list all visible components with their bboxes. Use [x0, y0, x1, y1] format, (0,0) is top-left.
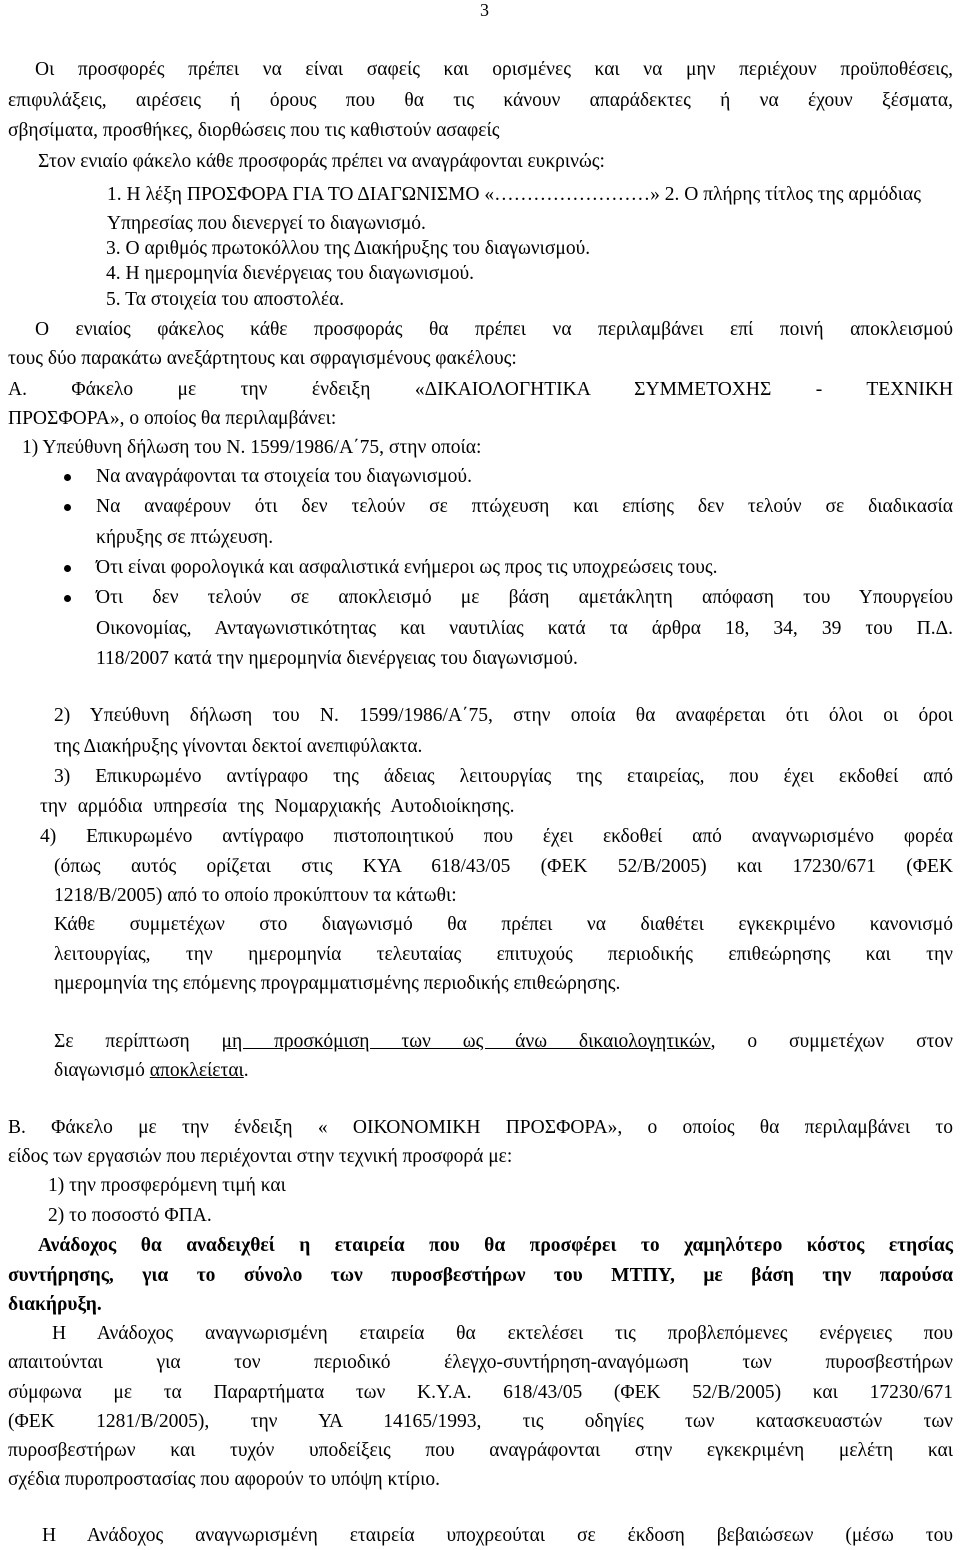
award-line [8, 1264, 953, 1288]
intro-line: 4. Η ημερομηνία διενέργειας του διαγωνισμού. [106, 263, 475, 284]
envelope-a-item-2: της Διακήρυξης γίνονται δεκτοί ανεπιφύλακτα. [54, 736, 423, 757]
bullet-icon [64, 595, 71, 602]
contractor-line: σύμφωνα με τα Παραρτήματα των Κ.Υ.Α. 618/43/05 (ΦΕΚ 52/Β/2005) και 17230/671 [8, 1382, 953, 1403]
envelope-a-item-4: Κάθε συμμετέχων στο διαγωνισμό θα πρέπει να διαθέτει εγκεκριμένο κανονισμό [54, 914, 953, 935]
award-text: Ανάδοχος θα αναδειχθεί η εταιρεία που θα προσφέρει το χαμηλότερο κόστος ετησίας [38, 1235, 953, 1256]
bullet-icon [64, 504, 71, 511]
bullet-text: Ότι δεν τελούν σε αποκλεισμό με βάση αμετάκλητη απόφαση του Υπουργείου [96, 587, 953, 608]
exclusion-text: . [243, 1060, 249, 1081]
intro-line: 5. Τα στοιχεία του αποστολέα. [106, 289, 345, 310]
bullet-icon [64, 474, 71, 481]
exclusion-line [54, 1030, 953, 1054]
envelope-a-item-4: λειτουργίας, την ημερομηνία τελευταίας επιτυχούς περιοδικής επιθεώρησης και την [54, 944, 953, 965]
bullet-text: Οικονομίας, Ανταγωνιστικότητας και ναυτιλίας κατά τα άρθρα 18, 34, 39 του Π.Δ. [96, 618, 953, 639]
envelope-b-heading: Β. Φάκελο με την ένδειξη « ΟΙΚΟΝΟΜΙΚΗ ΠΡΟΣΦΟΡΑ», ο οποίος θα περιλαμβάνει το [8, 1117, 953, 1138]
exclusion-text: , ο συμμετέχων στον [710, 1031, 953, 1052]
award-text: συντήρησης, για το σύνολο των πυροσβεστήρων του ΜΤΠΥ, με βάση την παρούσα [8, 1265, 953, 1286]
intro-line: 1. Η λέξη ΠΡΟΣΦΟΡΑ ΓΙΑ ΤΟ ΔΙΑΓΩΝΙΣΜΟ «……………………» 2. Ο πλήρης τίτλος της αρμόδιας Υπηρεσίας που διενεργεί το διαγωνισμό. [107, 184, 921, 234]
exclusion-underlined: αποκλείεται [149, 1060, 244, 1081]
exclusion-line [54, 1059, 249, 1083]
exclusion-text: διαγωνισμό [54, 1060, 150, 1081]
intro-line: τους δύο παρακάτω ανεξάρτητους και σφραγισμένους φακέλους: [8, 348, 517, 369]
contractor-line: απαιτούνται για τον περιοδικό έλεγχο-συντήρηση-αναγόμωση των πυροσβεστήρων [8, 1352, 953, 1373]
bullet-text: Να αναφέρουν ότι δεν τελούν σε πτώχευση και επίσης δεν τελούν σε διαδικασία [96, 496, 953, 517]
envelope-a-item-4: (όπως αυτός ορίζεται στις ΚΥΑ 618/43/05 (ΦΕΚ 52/Β/2005) και 17230/671 (ΦΕΚ [54, 856, 953, 877]
exclusion-underlined: μη προσκόμιση των ως άνω δικαιολογητικών [221, 1031, 711, 1052]
intro-line: 3. Ο αριθμός πρωτοκόλλου της Διακήρυξης του διαγωνισμού. [106, 238, 591, 259]
award-line [38, 1234, 953, 1258]
intro-line: σβησίματα, προσθήκες, διορθώσεις που τις καθιστούν ασαφείς [8, 120, 500, 141]
envelope-a-item-4: ημερομηνία της επόμενης προγραμματισμένης περιοδικής επιθεώρησης. [54, 973, 621, 994]
envelope-a-heading: ΠΡΟΣΦΟΡΑ», ο οποίος θα περιλαμβάνει: [8, 408, 337, 429]
intro-line: Ο ενιαίος φάκελος κάθε προσφοράς θα πρέπει να περιλαμβάνει επί ποινή αποκλεισμού [35, 319, 953, 340]
envelope-a-heading: Α. Φάκελο με την ένδειξη «ΔΙΚΑΙΟΛΟΓΗΤΙΚΑ ΣΥΜΜΕΤΟΧΗΣ - ΤΕΧΝΙΚΗ [8, 379, 953, 400]
envelope-a-item-1: 1) Υπεύθυνη δήλωση του Ν. 1599/1986/Α΄75, στην οποία: [22, 437, 482, 458]
bullet-text: Να αναγράφονται τα στοιχεία του διαγωνισμού. [96, 466, 472, 487]
intro-line: Στον ενιαίο φάκελο κάθε προσφοράς πρέπει να αναγράφονται ευκρινώς: [38, 151, 605, 172]
exclusion-text: Σε περίπτωση [54, 1031, 222, 1052]
intro-line: Οι προσφορές πρέπει να είναι σαφείς και ορισμένες και να μην περιέχουν προϋποθέσεις, [35, 59, 953, 80]
envelope-a-item-3: την αρμόδια υπηρεσία της Νομαρχιακής Αυτοδιοίκησης. [40, 796, 515, 817]
envelope-a-item-4: 4) Επικυρωμένο αντίγραφο πιστοποιητικού που έχει εκδοθεί από αναγνωρισμένο φορέα [40, 826, 953, 847]
bullet-text: Ότι είναι φορολογικά και ασφαλιστικά ενήμεροι ως προς τις υποχρεώσεις τους. [96, 557, 718, 578]
envelope-a-item-4: 1218/Β/2005) από το οποίο προκύπτουν τα κάτωθι: [54, 885, 457, 906]
envelope-a-item-2: 2) Υπεύθυνη δήλωση του Ν. 1599/1986/Α΄75, στην οποία θα αναφέρεται ότι όλοι οι όροι [54, 705, 953, 726]
envelope-b-item: 2) το ποσοστό ΦΠΑ. [48, 1205, 212, 1226]
envelope-a-item-3: 3) Επικυρωμένο αντίγραφο της άδειας λειτουργίας της εταιρείας, που έχει εκδοθεί από [54, 766, 953, 787]
contractor-line: σχέδια πυροπροστασίας που αφορούν το υπόψη κτίριο. [8, 1469, 440, 1490]
award-text: διακήρυξη. [8, 1294, 102, 1315]
page-number: 3 [480, 0, 489, 20]
contractor-line: Η Ανάδοχος αναγνωρισμένη εταιρεία υποχρεούται σε έκδοση βεβαιώσεων (μέσω του [42, 1525, 953, 1546]
contractor-line: πυροσβεστήρων και τυχόν υποδείξεις που αναγράφονται στην εγκεκριμένη μελέτη και [8, 1440, 953, 1461]
contractor-line: Η Ανάδοχος αναγνωρισμένη εταιρεία θα εκτελέσει τις προβλεπόμενες ενέργειες που [52, 1323, 953, 1344]
bullet-icon [64, 565, 71, 572]
bullet-text: 118/2007 κατά την ημερομηνία διενέργειας του διαγωνισμού. [96, 648, 578, 669]
award-line [8, 1293, 102, 1317]
envelope-b-heading: είδος των εργασιών που περιέχονται στην τεχνική προσφορά με: [8, 1146, 513, 1167]
intro-line: επιφυλάξεις, αιρέσεις ή όρους που θα τις κάνουν απαράδεκτες ή να έχουν ξέσματα, [8, 90, 953, 111]
envelope-b-item: 1) την προσφερόμενη τιμή και [48, 1175, 286, 1196]
contractor-line: (ΦΕΚ 1281/Β/2005), την ΥΑ 14165/1993, τις οδηγίες των κατασκευαστών των [8, 1411, 953, 1432]
bullet-text: κήρυξης σε πτώχευση. [96, 527, 274, 548]
